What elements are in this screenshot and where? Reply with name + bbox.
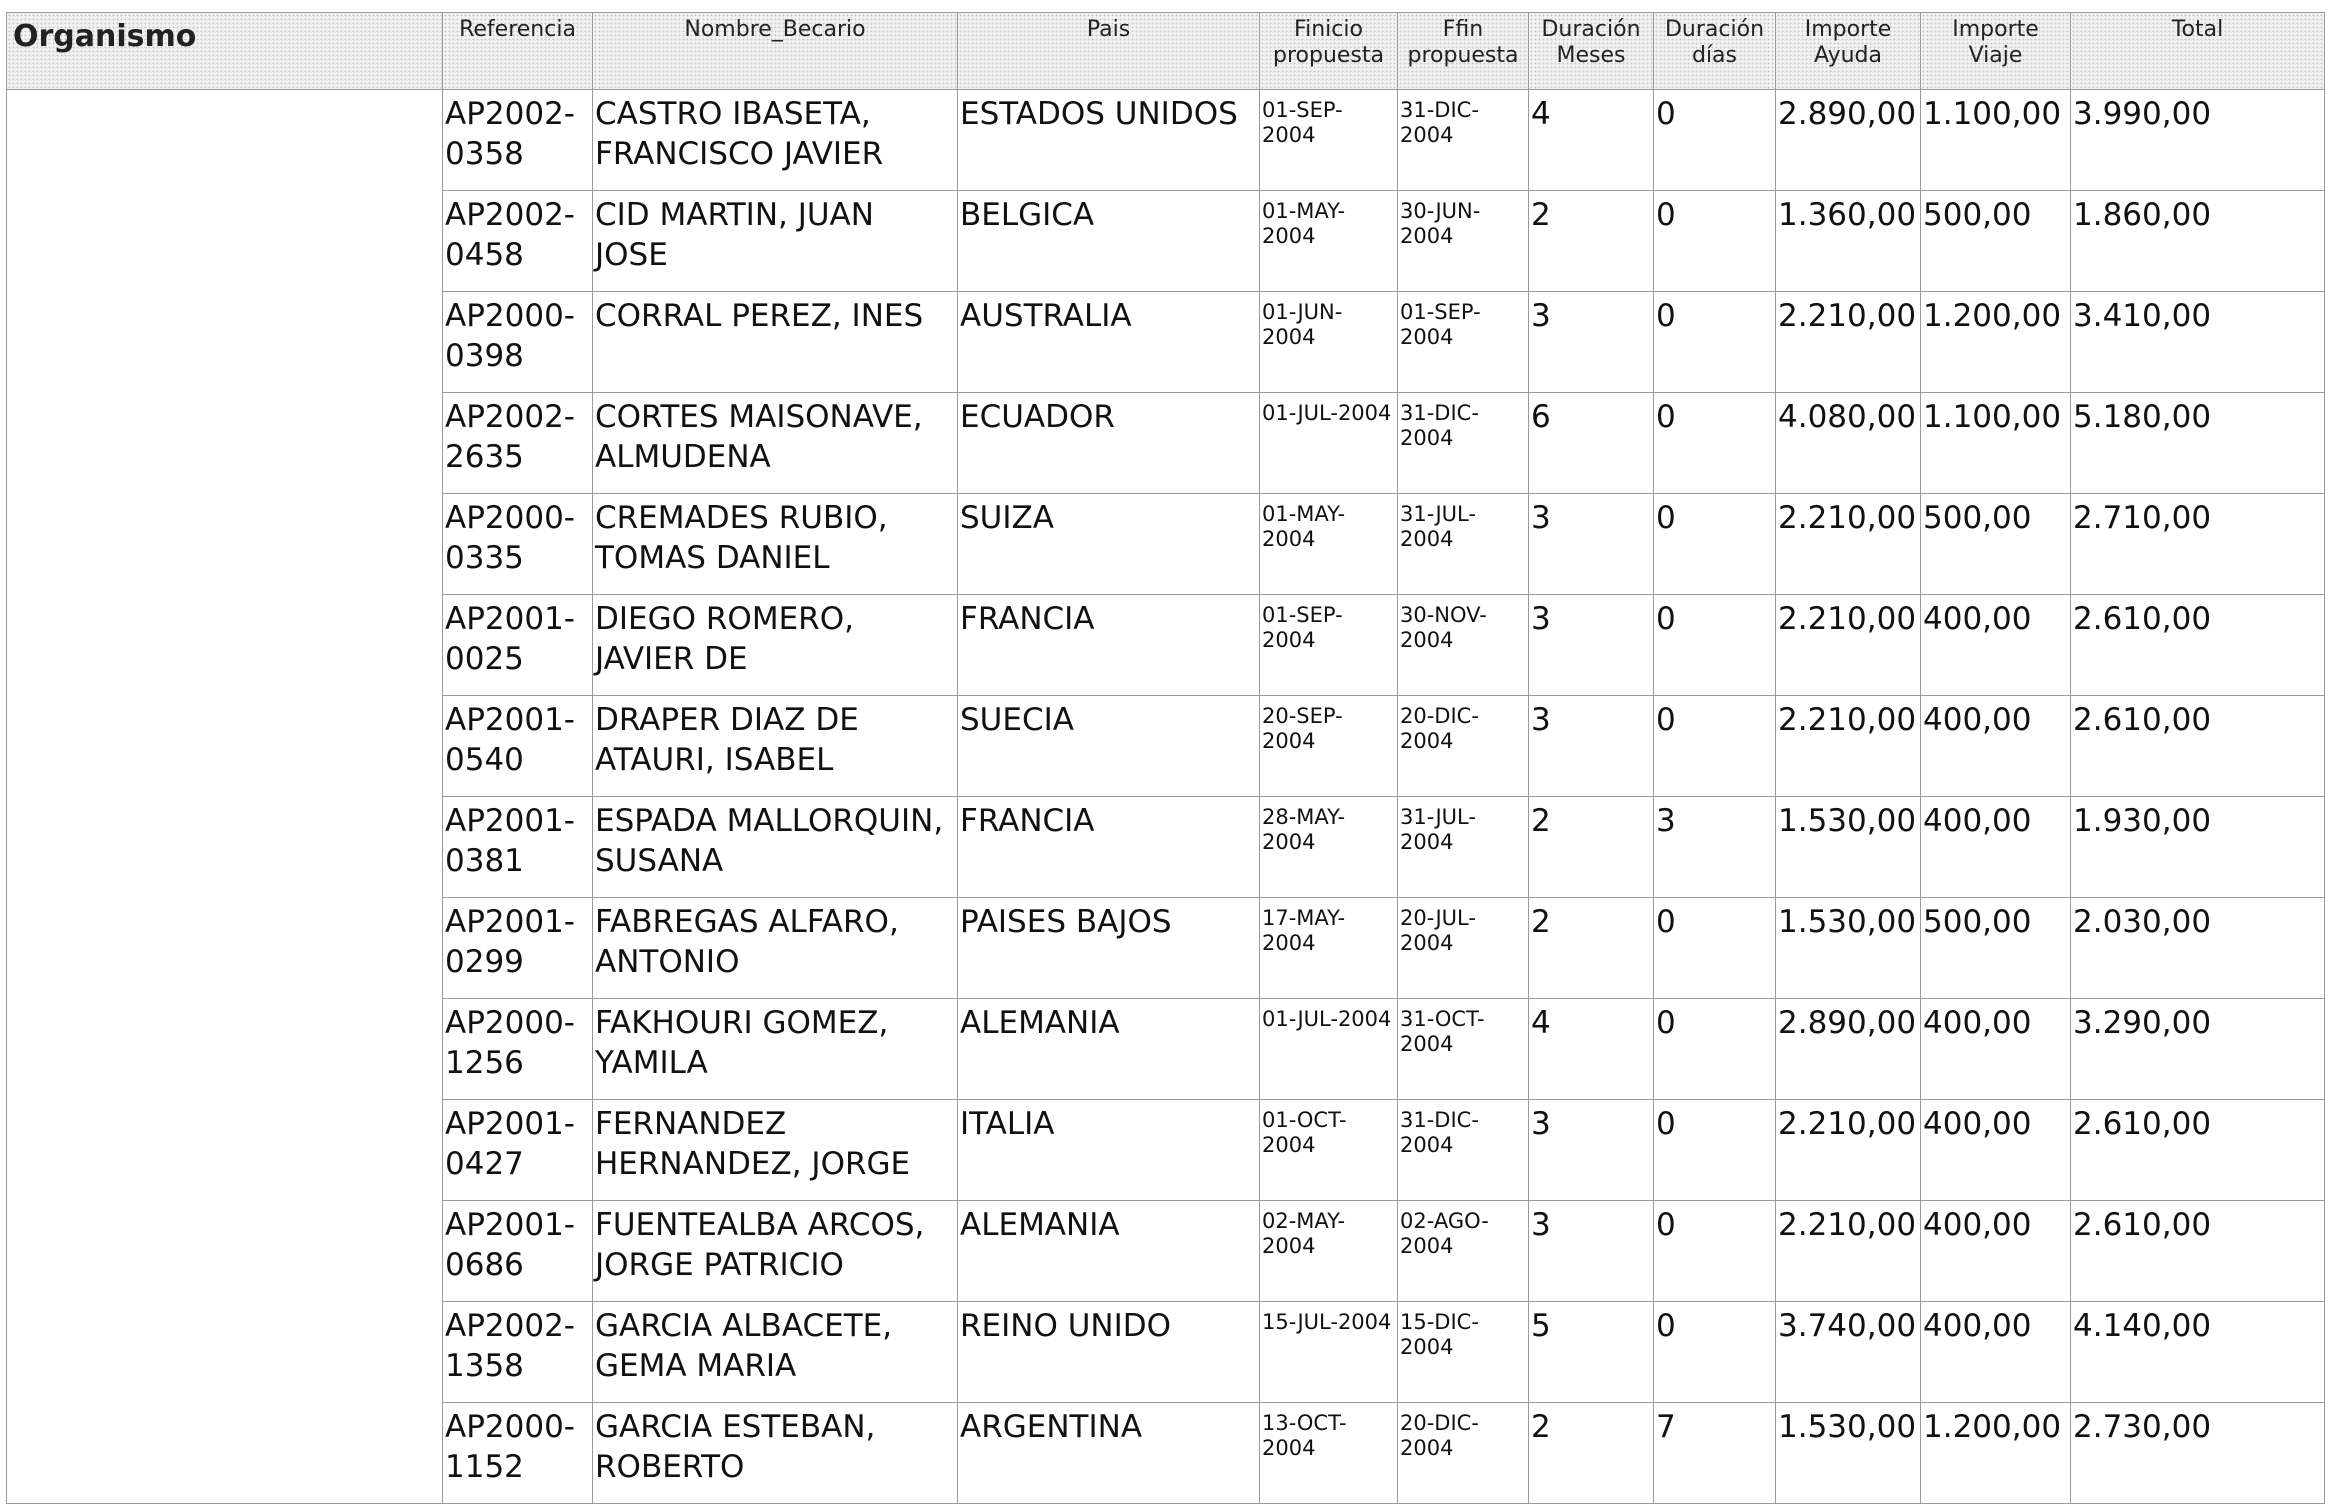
cell-duracion-dias: 0 [1654,999,1776,1100]
header-organismo: Organismo [7,13,443,90]
cell-importe-viaje: 500,00 [1921,191,2071,292]
cell-pais: FRANCIA [958,595,1260,696]
cell-nombre-becario: FUENTEALBA ARCOS, JORGE PATRICIO [593,1201,958,1302]
cell-finicio-propuesta: 20-SEP-2004 [1260,696,1398,797]
cell-nombre-becario: CORRAL PEREZ, INES [593,292,958,393]
cell-importe-viaje: 400,00 [1921,1201,2071,1302]
cell-pais: ALEMANIA [958,999,1260,1100]
cell-duracion-dias: 0 [1654,191,1776,292]
cell-ffin-propuesta: 30-JUN-2004 [1398,191,1529,292]
cell-pais: PAISES BAJOS [958,898,1260,999]
cell-total: 2.730,00 [2071,1403,2325,1504]
cell-total: 3.990,00 [2071,90,2325,191]
header-duracion-dias: Duración días [1654,13,1776,90]
cell-total: 1.860,00 [2071,191,2325,292]
cell-duracion-dias: 0 [1654,898,1776,999]
cell-referencia: AP2001-0299 [443,898,593,999]
cell-duracion-meses: 5 [1529,1302,1654,1403]
cell-duracion-meses: 4 [1529,999,1654,1100]
header-referencia: Referencia [443,13,593,90]
cell-referencia: AP2000-0335 [443,494,593,595]
table-row [7,90,2325,191]
cell-duracion-meses: 3 [1529,494,1654,595]
cell-total: 4.140,00 [2071,1302,2325,1403]
cell-total: 2.610,00 [2071,1201,2325,1302]
cell-referencia: AP2002-0458 [443,191,593,292]
cell-ffin-propuesta: 31-DIC-2004 [1398,1100,1529,1201]
cell-finicio-propuesta: 01-MAY-2004 [1260,191,1398,292]
cell-nombre-becario: DRAPER DIAZ DE ATAURI, ISABEL [593,696,958,797]
cell-importe-ayuda: 1.530,00 [1776,898,1921,999]
cell-pais: AUSTRALIA [958,292,1260,393]
cell-ffin-propuesta: 30-NOV-2004 [1398,595,1529,696]
cell-ffin-propuesta: 02-AGO-2004 [1398,1201,1529,1302]
cell-nombre-becario: FERNANDEZ HERNANDEZ, JORGE [593,1100,958,1201]
cell-duracion-meses: 3 [1529,696,1654,797]
cell-referencia: AP2002-1358 [443,1302,593,1403]
cell-ffin-propuesta: 20-DIC-2004 [1398,696,1529,797]
cell-referencia: AP2000-0398 [443,292,593,393]
cell-total: 2.710,00 [2071,494,2325,595]
cell-nombre-becario: GARCIA ALBACETE, GEMA MARIA [593,1302,958,1403]
cell-total: 3.290,00 [2071,999,2325,1100]
cell-nombre-becario: CASTRO IBASETA, FRANCISCO JAVIER [593,90,958,191]
cell-ffin-propuesta: 20-DIC-2004 [1398,1403,1529,1504]
cell-duracion-meses: 2 [1529,191,1654,292]
cell-finicio-propuesta: 01-JUL-2004 [1260,393,1398,494]
cell-duracion-meses: 3 [1529,292,1654,393]
cell-nombre-becario: GARCIA ESTEBAN, ROBERTO [593,1403,958,1504]
cell-duracion-dias: 0 [1654,393,1776,494]
cell-duracion-dias: 3 [1654,797,1776,898]
cell-importe-ayuda: 2.210,00 [1776,292,1921,393]
cell-nombre-becario: DIEGO ROMERO, JAVIER DE [593,595,958,696]
header-total: Total [2071,13,2325,90]
cell-importe-viaje: 1.200,00 [1921,1403,2071,1504]
cell-total: 2.610,00 [2071,595,2325,696]
header-importe-viaje: Importe Viaje [1921,13,2071,90]
cell-duracion-dias: 0 [1654,494,1776,595]
cell-importe-ayuda: 2.210,00 [1776,595,1921,696]
cell-importe-viaje: 1.100,00 [1921,90,2071,191]
cell-total: 2.610,00 [2071,1100,2325,1201]
cell-nombre-becario: ESPADA MALLORQUIN, SUSANA [593,797,958,898]
cell-duracion-dias: 0 [1654,292,1776,393]
cell-nombre-becario: FAKHOURI GOMEZ, YAMILA [593,999,958,1100]
cell-referencia: AP2001-0686 [443,1201,593,1302]
cell-ffin-propuesta: 31-DIC-2004 [1398,90,1529,191]
cell-nombre-becario: CID MARTIN, JUAN JOSE [593,191,958,292]
cell-pais: ARGENTINA [958,1403,1260,1504]
cell-importe-ayuda: 2.210,00 [1776,696,1921,797]
cell-ffin-propuesta: 31-JUL-2004 [1398,494,1529,595]
cell-importe-viaje: 1.100,00 [1921,393,2071,494]
cell-referencia: AP2000-1152 [443,1403,593,1504]
cell-finicio-propuesta: 01-SEP-2004 [1260,90,1398,191]
cell-total: 5.180,00 [2071,393,2325,494]
cell-total: 3.410,00 [2071,292,2325,393]
cell-finicio-propuesta: 13-OCT-2004 [1260,1403,1398,1504]
cell-nombre-becario: FABREGAS ALFARO, ANTONIO [593,898,958,999]
cell-importe-viaje: 400,00 [1921,595,2071,696]
header-ffin-propuesta: Ffin propuesta [1398,13,1529,90]
cell-referencia: AP2001-0427 [443,1100,593,1201]
cell-duracion-dias: 0 [1654,1100,1776,1201]
cell-duracion-meses: 6 [1529,393,1654,494]
cell-referencia: AP2002-0358 [443,90,593,191]
header-importe-ayuda: Importe Ayuda [1776,13,1921,90]
cell-importe-viaje: 500,00 [1921,898,2071,999]
cell-total: 2.610,00 [2071,696,2325,797]
cell-duracion-meses: 4 [1529,90,1654,191]
cell-finicio-propuesta: 15-JUL-2004 [1260,1302,1398,1403]
cell-importe-ayuda: 1.530,00 [1776,1403,1921,1504]
cell-duracion-dias: 0 [1654,90,1776,191]
cell-importe-ayuda: 2.210,00 [1776,494,1921,595]
cell-total: 2.030,00 [2071,898,2325,999]
cell-pais: FRANCIA [958,797,1260,898]
cell-importe-ayuda: 2.890,00 [1776,999,1921,1100]
cell-referencia: AP2001-0381 [443,797,593,898]
cell-importe-viaje: 400,00 [1921,999,2071,1100]
cell-total: 1.930,00 [2071,797,2325,898]
cell-importe-ayuda: 3.740,00 [1776,1302,1921,1403]
cell-referencia: AP2001-0540 [443,696,593,797]
cell-importe-viaje: 500,00 [1921,494,2071,595]
header-duracion-meses: Duración Meses [1529,13,1654,90]
cell-importe-viaje: 400,00 [1921,1100,2071,1201]
cell-duracion-dias: 0 [1654,1201,1776,1302]
cell-duracion-dias: 7 [1654,1403,1776,1504]
header-pais: Pais [958,13,1260,90]
cell-ffin-propuesta: 15-DIC-2004 [1398,1302,1529,1403]
cell-pais: ALEMANIA [958,1201,1260,1302]
cell-pais: SUIZA [958,494,1260,595]
header-nombre-becario: Nombre_Becario [593,13,958,90]
cell-importe-viaje: 400,00 [1921,1302,2071,1403]
cell-duracion-meses: 3 [1529,1201,1654,1302]
cell-pais: SUECIA [958,696,1260,797]
cell-finicio-propuesta: 01-OCT-2004 [1260,1100,1398,1201]
cell-finicio-propuesta: 17-MAY-2004 [1260,898,1398,999]
cell-ffin-propuesta: 31-DIC-2004 [1398,393,1529,494]
cell-pais: BELGICA [958,191,1260,292]
cell-organismo [7,90,443,1504]
cell-nombre-becario: CREMADES RUBIO, TOMAS DANIEL [593,494,958,595]
cell-finicio-propuesta: 01-SEP-2004 [1260,595,1398,696]
cell-importe-ayuda: 1.360,00 [1776,191,1921,292]
cell-pais: ITALIA [958,1100,1260,1201]
header-finicio-propuesta: Finicio propuesta [1260,13,1398,90]
cell-ffin-propuesta: 31-OCT-2004 [1398,999,1529,1100]
cell-duracion-dias: 0 [1654,595,1776,696]
cell-duracion-meses: 3 [1529,1100,1654,1201]
grants-table [6,12,2325,1504]
cell-pais: REINO UNIDO [958,1302,1260,1403]
cell-importe-viaje: 400,00 [1921,696,2071,797]
cell-ffin-propuesta: 20-JUL-2004 [1398,898,1529,999]
cell-referencia: AP2001-0025 [443,595,593,696]
cell-nombre-becario: CORTES MAISONAVE, ALMUDENA [593,393,958,494]
cell-duracion-meses: 2 [1529,797,1654,898]
header-row [7,13,2325,90]
cell-ffin-propuesta: 31-JUL-2004 [1398,797,1529,898]
cell-importe-ayuda: 2.210,00 [1776,1100,1921,1201]
cell-duracion-meses: 3 [1529,595,1654,696]
cell-duracion-meses: 2 [1529,1403,1654,1504]
table-body [7,90,2325,1504]
cell-duracion-meses: 2 [1529,898,1654,999]
cell-finicio-propuesta: 02-MAY-2004 [1260,1201,1398,1302]
cell-finicio-propuesta: 01-MAY-2004 [1260,494,1398,595]
cell-ffin-propuesta: 01-SEP-2004 [1398,292,1529,393]
cell-duracion-dias: 0 [1654,1302,1776,1403]
cell-importe-ayuda: 2.890,00 [1776,90,1921,191]
cell-referencia: AP2002-2635 [443,393,593,494]
cell-finicio-propuesta: 01-JUN-2004 [1260,292,1398,393]
cell-pais: ESTADOS UNIDOS [958,90,1260,191]
cell-importe-ayuda: 4.080,00 [1776,393,1921,494]
cell-importe-ayuda: 1.530,00 [1776,797,1921,898]
cell-importe-viaje: 400,00 [1921,797,2071,898]
cell-finicio-propuesta: 28-MAY-2004 [1260,797,1398,898]
cell-referencia: AP2000-1256 [443,999,593,1100]
cell-importe-ayuda: 2.210,00 [1776,1201,1921,1302]
cell-importe-viaje: 1.200,00 [1921,292,2071,393]
cell-finicio-propuesta: 01-JUL-2004 [1260,999,1398,1100]
cell-pais: ECUADOR [958,393,1260,494]
cell-duracion-dias: 0 [1654,696,1776,797]
